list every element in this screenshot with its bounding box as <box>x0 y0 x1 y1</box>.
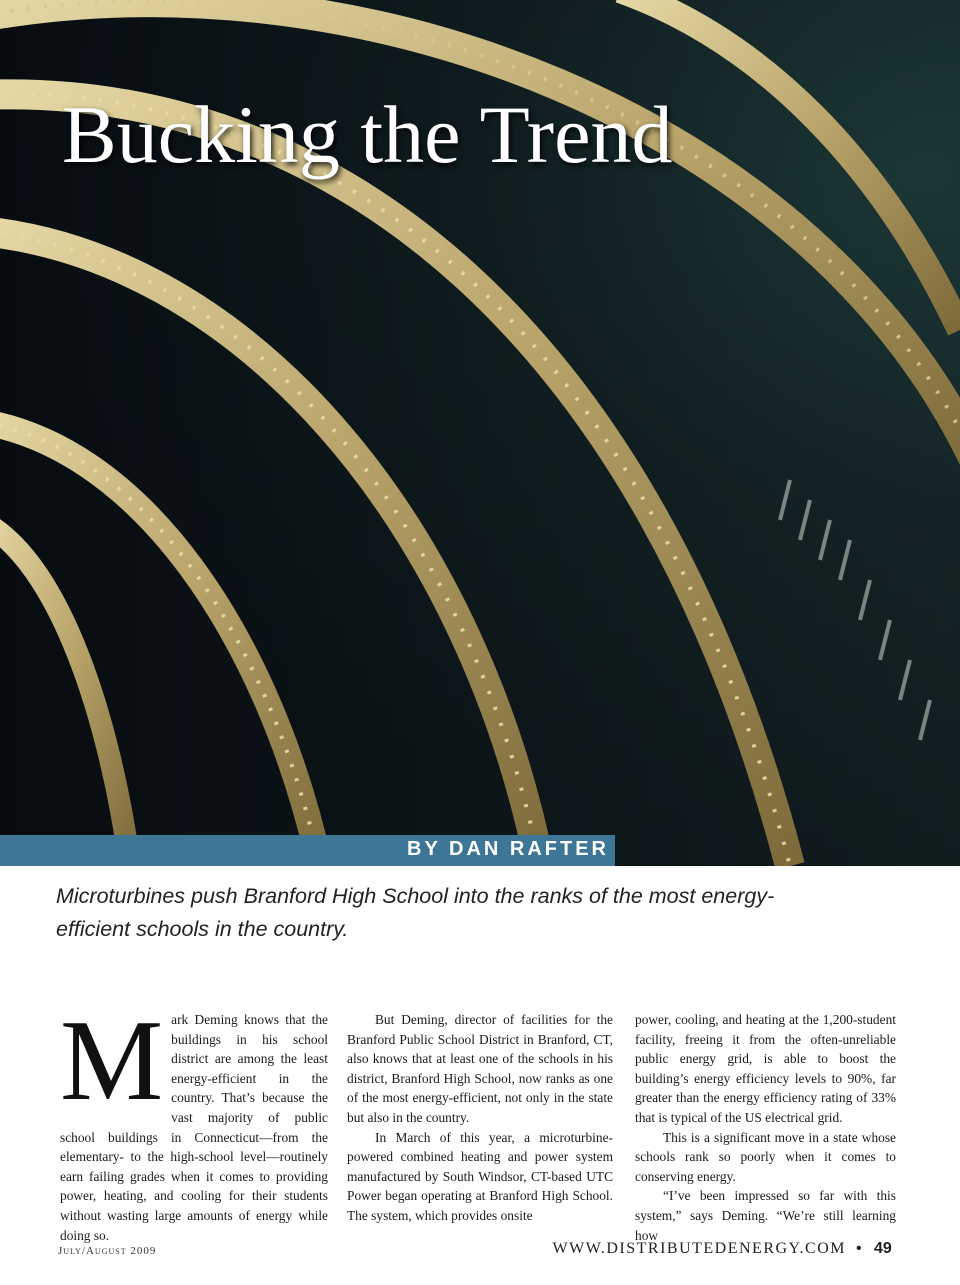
column-1 <box>60 997 328 1245</box>
website-url: WWW.DISTRIBUTEDENERGY.COM <box>552 1240 846 1257</box>
paragraph: ark Deming knows that the buildings in his school district are among the least energy-efficient in the country. That’s because the vast majority of public school buildings in Connecticut—from the elementary- to the high-school level—routinely earn failing grades when it comes to providing power, heating, and cooling for their students without wasting large amounts of energy while doing so. <box>60 1012 328 1243</box>
paragraph: But Deming, director of facilities for the Branford Public School District in Branford, CT, also knows that at least one of the schools in his district, Branford High School, now ranks as one of the most energy-efficient, not only in the state but also in the country. <box>347 1012 613 1125</box>
column-3 <box>635 1010 896 1245</box>
page-number: 49 <box>874 1240 892 1257</box>
paragraph: This is a significant move in a state whose schools rank so poorly when it comes to conserving energy. <box>635 1129 896 1184</box>
article-deck: Microturbines push Branford High School into the ranks of the most energy-efficient schools in the country. <box>56 884 775 941</box>
byline: BY DAN RAFTER <box>407 838 609 860</box>
drop-cap: M <box>60 997 164 1125</box>
byline-bar <box>0 835 615 866</box>
issue-date: July/August 2009 <box>58 1245 157 1257</box>
paragraph: In March of this year, a microturbine-powered combined heating and power system manufactured by South Windsor, CT-based UTC Power began operating at Branford High School. The system, which provides onsite <box>347 1129 613 1223</box>
paragraph: power, cooling, and heating at the 1,200-student facility, freeing it from the often-unreliable public energy grid, is able to boost the building’s energy efficiency levels to 90%, far greater than the energy efficiency rating of 33% that is typical of the US electrical grid. <box>635 1012 896 1125</box>
bullet-separator: • <box>856 1240 862 1257</box>
article-title: Bucking the Trend <box>62 89 673 180</box>
column-2 <box>347 1010 613 1226</box>
paragraph: “I’ve been impressed so far with this system,” says Deming. “We’re still learning how <box>635 1188 896 1243</box>
